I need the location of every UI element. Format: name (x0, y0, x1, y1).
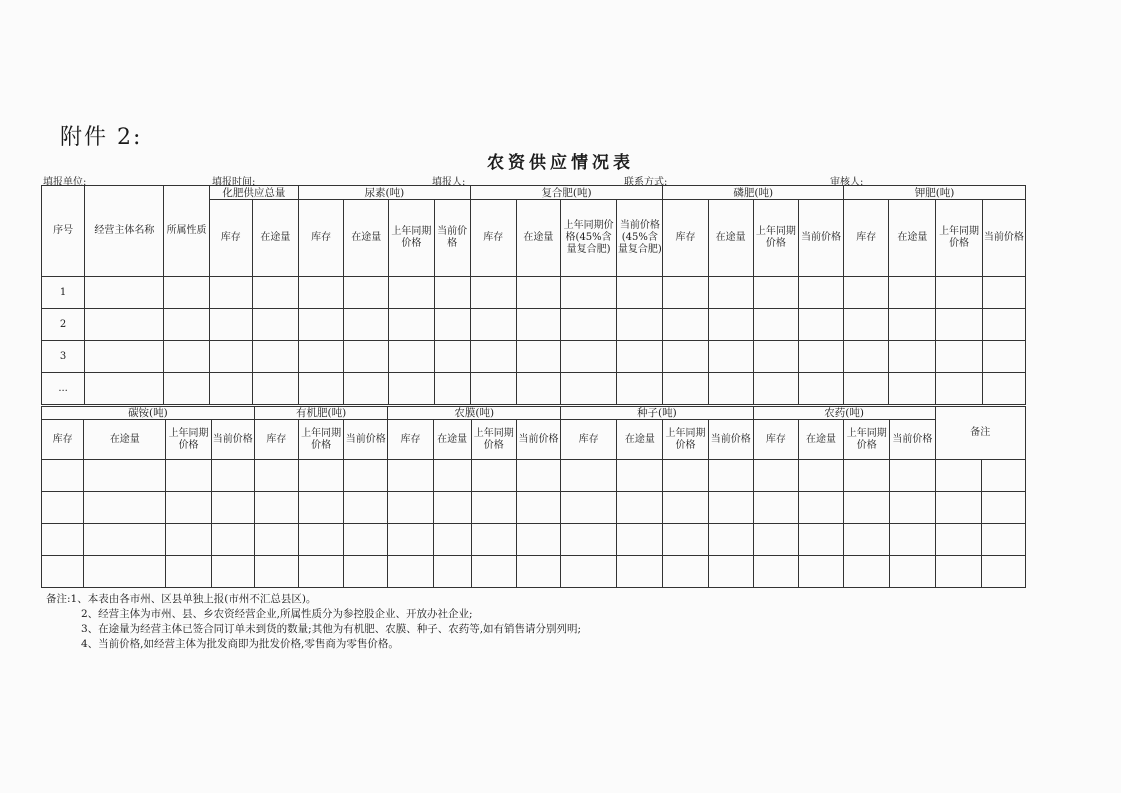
table-cell (936, 309, 982, 341)
row-number: 1 (42, 277, 85, 309)
sub-last-year-price: 上年同期价格 (166, 420, 211, 460)
table-cell (753, 373, 798, 405)
sub-stock: 库存 (844, 200, 889, 277)
note-line: 2、经营主体为市州、县、乡农资经营企业,所属性质分为参控股企业、开放办社企业; (81, 608, 473, 620)
table-cell (344, 492, 388, 524)
table-cell (209, 277, 252, 309)
supply-table-bottom (41, 406, 1026, 588)
table-cell (389, 277, 434, 309)
table-cell (617, 460, 663, 492)
table1-body (42, 277, 1026, 405)
table-cell (166, 492, 211, 524)
table-cell (299, 373, 344, 405)
table-cell (617, 556, 663, 588)
table-cell (982, 341, 1025, 373)
sub-stock: 库存 (299, 200, 344, 277)
col-entity-header: 经营主体名称 (85, 186, 164, 277)
reviewer-label: 审核人: (830, 177, 864, 188)
table-cell (663, 341, 708, 373)
table-cell (388, 492, 433, 524)
table-cell (935, 460, 981, 492)
table-cell (798, 277, 843, 309)
table-cell (211, 556, 254, 588)
table-cell (844, 556, 890, 588)
table-cell (936, 277, 982, 309)
table-cell (663, 524, 708, 556)
table-cell (890, 492, 935, 524)
table-cell (844, 277, 889, 309)
table-cell (516, 460, 560, 492)
sub-last-year-price: 上年同期价格 (389, 200, 434, 277)
table-cell (935, 556, 981, 588)
table-cell (166, 556, 211, 588)
table-cell (663, 373, 708, 405)
table-cell (434, 373, 470, 405)
table-cell (561, 373, 617, 405)
table-cell (844, 341, 889, 373)
table-cell (84, 524, 166, 556)
table-cell (84, 492, 166, 524)
table-cell (935, 492, 981, 524)
table-cell (617, 277, 663, 309)
table-cell (516, 556, 560, 588)
table-cell (889, 309, 936, 341)
table-cell (516, 373, 560, 405)
table-cell (982, 309, 1025, 341)
table-cell (299, 460, 344, 492)
table-cell (299, 309, 344, 341)
table-cell (663, 309, 708, 341)
group-ammonium-bicarbonate: 碳铵(吨) (42, 407, 255, 420)
sub-last-year-price: 上年同期价格 (753, 200, 798, 277)
sub-transit: 在途量 (516, 200, 560, 277)
table-cell (471, 492, 516, 524)
table-row (42, 277, 1026, 309)
table-row (42, 556, 1026, 588)
table-cell (798, 492, 843, 524)
table-cell (798, 460, 843, 492)
table-cell (708, 524, 753, 556)
sub-last-year-price: 上年同期价格 (936, 200, 982, 277)
sub-transit: 在途量 (433, 420, 471, 460)
table-cell (981, 460, 1025, 492)
table-cell (798, 309, 843, 341)
sub-last-year-price: 上年同期价格 (471, 420, 516, 460)
table-row (42, 492, 1026, 524)
table-cell (753, 556, 798, 588)
table-cell (617, 524, 663, 556)
table-cell (561, 341, 617, 373)
table-cell (42, 460, 84, 492)
table-cell (209, 341, 252, 373)
table-cell (663, 556, 708, 588)
table-cell (798, 341, 843, 373)
table-cell (388, 460, 433, 492)
sub-stock: 库存 (753, 420, 798, 460)
table-cell (753, 492, 798, 524)
table-cell (889, 277, 936, 309)
table-cell (844, 524, 890, 556)
table-cell (470, 341, 516, 373)
table-cell (936, 373, 982, 405)
table-cell (389, 309, 434, 341)
table-cell (434, 309, 470, 341)
table-cell (890, 556, 935, 588)
table-cell (753, 309, 798, 341)
table-cell (516, 277, 560, 309)
table-cell (434, 341, 470, 373)
sub-stock: 库存 (561, 420, 617, 460)
table-cell (254, 556, 298, 588)
table-cell (516, 524, 560, 556)
table-cell (433, 556, 471, 588)
table-cell (708, 492, 753, 524)
table-cell (561, 277, 617, 309)
table-cell (753, 460, 798, 492)
table-cell (470, 309, 516, 341)
table-cell (42, 556, 84, 588)
table-cell (561, 556, 617, 588)
table-cell (663, 277, 708, 309)
table-cell (890, 460, 935, 492)
table-row (42, 373, 1026, 405)
sub-transit: 在途量 (344, 200, 389, 277)
table-cell (471, 524, 516, 556)
table-row (42, 460, 1026, 492)
table-cell (344, 309, 389, 341)
table-cell (254, 460, 298, 492)
table-cell (936, 341, 982, 373)
table-cell (164, 341, 209, 373)
table-cell (516, 492, 560, 524)
table-cell (844, 309, 889, 341)
table-row (42, 524, 1026, 556)
table-cell (890, 524, 935, 556)
sub-current-price: 当前价格 (798, 200, 843, 277)
table-cell (433, 460, 471, 492)
table-cell (708, 373, 753, 405)
table-cell (617, 341, 663, 373)
table-cell (344, 277, 389, 309)
group-seeds: 种子(吨) (561, 407, 754, 420)
sub-transit: 在途量 (252, 200, 298, 277)
table-cell (471, 556, 516, 588)
note-line: 4、当前价格,如经营主体为批发商即为批发价格,零售商为零售价格。 (81, 638, 399, 650)
note-line: 3、在途量为经营主体已签合同订单未到货的数量;其他为有机肥、农膜、种子、农药等,如有销售请分别列明; (81, 623, 582, 635)
group-agri-film: 农膜(吨) (388, 407, 561, 420)
table-cell (981, 556, 1025, 588)
table-cell (663, 460, 708, 492)
table-row (42, 309, 1026, 341)
table-cell (42, 492, 84, 524)
table-cell (708, 460, 753, 492)
table-cell (982, 277, 1025, 309)
table-cell (798, 524, 843, 556)
col-remarks-header: 备注 (935, 407, 1026, 460)
table-cell (708, 341, 753, 373)
col-seq-header: 序号 (42, 186, 85, 277)
row-number: 3 (42, 341, 85, 373)
table-cell (617, 492, 663, 524)
sub-current-price: 当前价格 (344, 420, 388, 460)
table-cell (708, 556, 753, 588)
table-cell (209, 309, 252, 341)
sub-last-year-price: 上年同期价格 (663, 420, 708, 460)
table-cell (389, 373, 434, 405)
fill-person-label: 填报人: (432, 177, 466, 188)
fill-time-label: 填报时间: (212, 177, 256, 188)
table-cell (164, 277, 209, 309)
group-potash: 钾肥(吨) (844, 186, 1026, 200)
table-cell (252, 277, 298, 309)
table-cell (85, 373, 164, 405)
table-cell (166, 524, 211, 556)
sub-current-price: 当前价格 (211, 420, 254, 460)
table-cell (471, 460, 516, 492)
table-cell (344, 524, 388, 556)
table-cell (389, 341, 434, 373)
sub-current-price-compound: 当前价格(45%含量复合肥) (617, 200, 663, 277)
table-cell (889, 373, 936, 405)
table-cell (434, 277, 470, 309)
table-cell (254, 524, 298, 556)
supply-table-top (41, 185, 1026, 405)
table-cell (844, 373, 889, 405)
table-cell (561, 460, 617, 492)
table-cell (299, 277, 344, 309)
table-cell (211, 460, 254, 492)
table-cell (388, 556, 433, 588)
table-cell (211, 524, 254, 556)
table-row (42, 341, 1026, 373)
group-organic-fertilizer: 有机肥(吨) (254, 407, 388, 420)
table-cell (798, 556, 843, 588)
sub-stock: 库存 (254, 420, 298, 460)
table-cell (516, 309, 560, 341)
sub-transit: 在途量 (617, 420, 663, 460)
table-cell (211, 492, 254, 524)
table-cell (254, 492, 298, 524)
table-cell (844, 460, 890, 492)
fill-unit-label: 填报单位: (43, 177, 87, 188)
table-cell (84, 460, 166, 492)
table-cell (889, 341, 936, 373)
table-cell (164, 309, 209, 341)
table-cell (561, 524, 617, 556)
table-cell (299, 492, 344, 524)
group-urea: 尿素(吨) (299, 186, 471, 200)
sub-last-year-price-compound: 上年同期价格(45%含量复合肥) (561, 200, 617, 277)
sub-last-year-price: 上年同期价格 (844, 420, 890, 460)
table-cell (42, 524, 84, 556)
sub-current-price: 当前价格 (708, 420, 753, 460)
table-cell (299, 556, 344, 588)
table-cell (798, 373, 843, 405)
table-cell (299, 341, 344, 373)
sub-transit: 在途量 (84, 420, 166, 460)
table-cell (344, 373, 389, 405)
table-cell (433, 524, 471, 556)
table-cell (252, 341, 298, 373)
sub-stock: 库存 (663, 200, 708, 277)
note-line: 备注:1、本表由各市州、区县单独上报(市州不汇总县区)。 (46, 593, 317, 605)
sub-current-price: 当前价格 (434, 200, 470, 277)
table-cell (708, 309, 753, 341)
table-cell (388, 524, 433, 556)
attachment-label: 附件 2: (60, 125, 143, 150)
table-cell (753, 277, 798, 309)
group-phosphate: 磷肥(吨) (663, 186, 844, 200)
contact-label: 联系方式: (624, 177, 668, 188)
table-cell (935, 524, 981, 556)
table-cell (982, 373, 1025, 405)
notes-block (46, 592, 581, 652)
group-fertilizer-total: 化肥供应总量 (209, 186, 298, 200)
table2-body (42, 460, 1026, 588)
table-cell (470, 277, 516, 309)
form-title: 农资供应情况表 (487, 153, 634, 173)
table-cell (663, 492, 708, 524)
table-cell (981, 492, 1025, 524)
sub-current-price: 当前价格 (982, 200, 1025, 277)
table-cell (470, 373, 516, 405)
table-cell (85, 277, 164, 309)
table-cell (561, 309, 617, 341)
table-cell (85, 309, 164, 341)
table-cell (617, 373, 663, 405)
table-cell (561, 492, 617, 524)
table-cell (708, 277, 753, 309)
sub-stock: 库存 (388, 420, 433, 460)
sub-transit: 在途量 (798, 420, 843, 460)
table-cell (209, 373, 252, 405)
sub-stock: 库存 (42, 420, 84, 460)
table-cell (85, 341, 164, 373)
table-cell (753, 341, 798, 373)
sub-stock: 库存 (470, 200, 516, 277)
sub-current-price: 当前价格 (890, 420, 935, 460)
table-cell (981, 524, 1025, 556)
row-number: ... (42, 373, 85, 405)
sub-last-year-price: 上年同期价格 (299, 420, 344, 460)
table-cell (252, 373, 298, 405)
table-cell (617, 309, 663, 341)
table-cell (753, 524, 798, 556)
col-nature-header: 所属性质 (164, 186, 209, 277)
row-number: 2 (42, 309, 85, 341)
sub-transit: 在途量 (889, 200, 936, 277)
table-cell (516, 341, 560, 373)
table-cell (166, 460, 211, 492)
table-cell (299, 524, 344, 556)
table-cell (344, 341, 389, 373)
table-cell (844, 492, 890, 524)
group-compound: 复合肥(吨) (470, 186, 663, 200)
table-cell (344, 556, 388, 588)
group-pesticide: 农药(吨) (753, 407, 935, 420)
sub-transit: 在途量 (708, 200, 753, 277)
table-cell (84, 556, 166, 588)
table-cell (164, 373, 209, 405)
table-cell (344, 460, 388, 492)
sub-stock: 库存 (209, 200, 252, 277)
table-cell (433, 492, 471, 524)
table-cell (252, 309, 298, 341)
sub-current-price: 当前价格 (516, 420, 560, 460)
